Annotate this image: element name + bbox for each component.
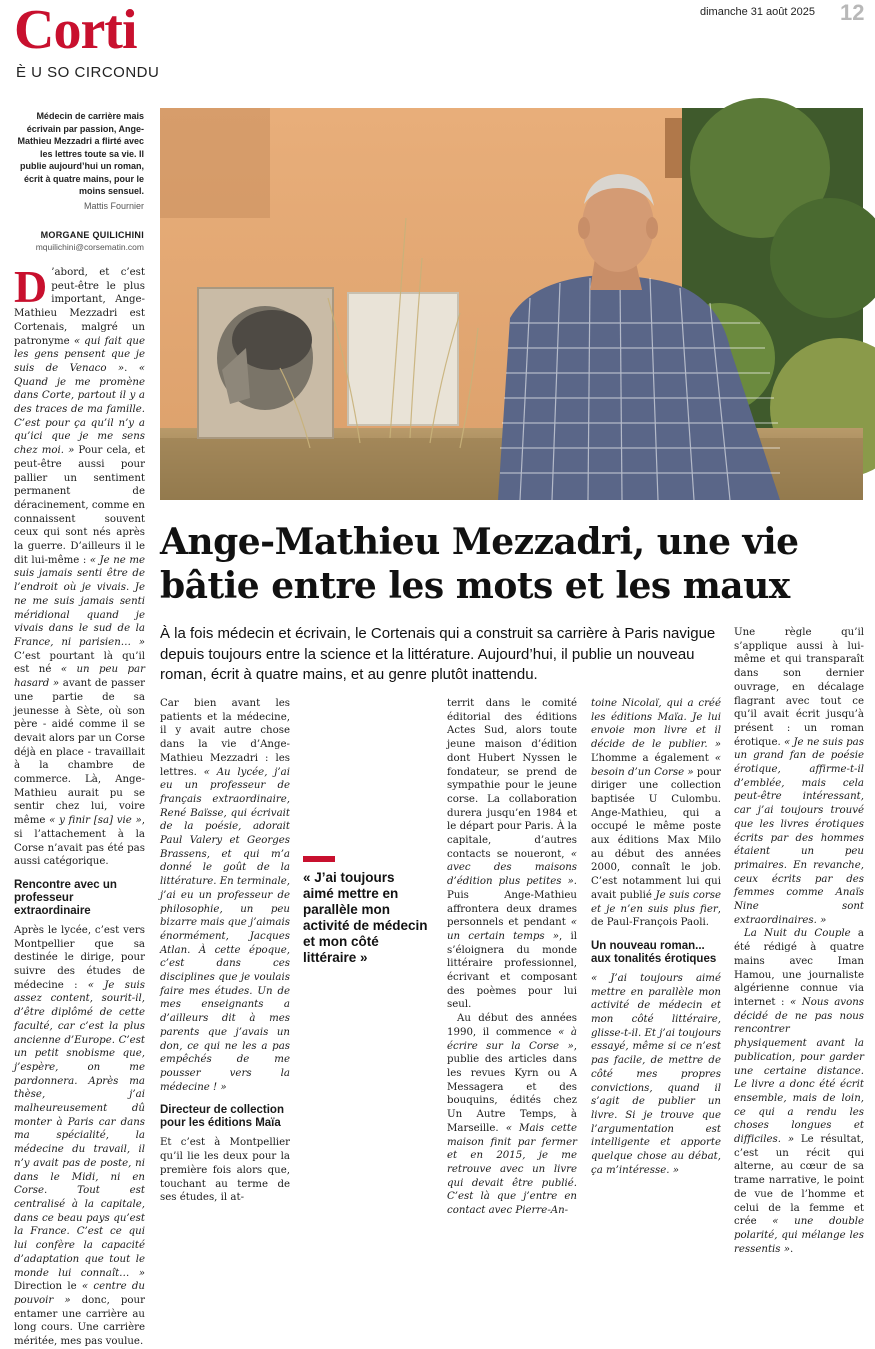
article-column-5 [734, 626, 864, 1256]
issue-date: dimanche 31 août 2025 [700, 6, 815, 18]
subheading: Rencontre avec un professeur extraordinaire [14, 878, 117, 917]
subheading: Directeur de collection pour les éditions Maïa [160, 1104, 284, 1130]
author-email: mquilichini@corsematin.com [35, 242, 144, 252]
article-photo [160, 108, 863, 500]
author-name: MORGANE QUILICHINI [40, 230, 144, 240]
drop-cap: D [14, 261, 48, 312]
byline [14, 230, 144, 252]
paragraph: toine Nicolaï, qui a créé les éditions Maïa. Je lui envoie mon livre et il décide de le publier. » L’homme a également « besoin d’un Corse » pour diriger une collection baptisée U Culombu. Ange-Mathieu, qui a occupé le même poste aux éditions Max Milo au début des années 2000, connaît le job. C’est notamment lui qui avait publié Je suis corse et je n’en suis plus fier, de Paul-François Paoli. [591, 698, 721, 929]
article-column-3 [447, 697, 577, 1218]
paragraph: Une règle qu’il s’applique aussi à lui-même et qui transparaît dans son dernier ouvrage, en décalage flagrant avec tout ce qu’il avait écrit jusqu’à présent : un roman érotique. « Je ne suis pas un grand fan de poésie érotique, affirme-t-il d’emblée, mais cela peut-être intéressant, car j’ai toujours trouvé que les livres érotiques écrits par des hommes étaient un peu primaires. En revanche, ceux écrits par des femmes comme Anaïs Nine sont extraordinaires. » [734, 627, 864, 926]
portrait-illustration [160, 108, 863, 500]
subheading: Un nouveau roman... aux tonalités érotiques [591, 939, 717, 965]
pull-quote-text: « J’ai toujours aimé mettre en parallèle mon activité de médecin et mon côté littéraire » [303, 870, 428, 965]
photo-credit: Mattis Fournier [83, 200, 144, 211]
paragraph: territ dans le comité éditorial des éditions Actes Sud, alors toute jeune maison d’édition dont Hubert Nyssen le fondateur, se prend de sympathie pour le jeune corse. La collaboration durera jusqu’en 1984 et le départ pour Paris. À la capitale, d’autres contacts se noueront, « avec des maisons d’édition plus petites ». Puis Ange-Mathieu affrontera deux drames personnels et pendant « un certain temps », il s’éloignera du monde littéraire professionnel, écrivant et composant des poèmes pour lui seul. [447, 698, 577, 1011]
article-column-1 [14, 261, 146, 1349]
paragraph: D ’abord, et c’est peut-être le plus important, Ange-Mathieu Mezzadri est Cortenais, malgré un patronyme « qui fait que les gens pensent que je suis de Venaco ». « Quand je me promène dans Corte, partout il y a des traces de ma famille. C’est pour ça qu’il n’y a qu’ici que je me sens chez moi. » Pour cela, et peut-être aussi pour pallier un sentiment permanent de déracinement, comme en connaissent souvent ceux qui sont nés après la guerre. D’ailleurs il le dit lui-même : « Je ne me suis jamais senti être de l’endroit où je vivais. Je ne me suis jamais senti méridional quand je vivais dans le sud de la France, ni parisien… » C’est pourtant là qu’il est né « un peu par hasard » avant de passer une partie de sa jeunesse à Sète, où son père - aidé comme il se devait alors par un Corse déjà en place - travaillait à la chambre de commerce. Là, Ange-Mathieu aurait pu se sentir chez lui, voire même « y finir [sa] vie », si l’attachement à la Corse n’avait pas été pas aussi catégorique. [14, 261, 146, 868]
quote-accent-bar [303, 856, 335, 862]
pull-quote [303, 856, 428, 966]
article-column-4 [591, 697, 721, 1178]
page-number: 12 [840, 0, 865, 25]
paragraph: La Nuit du Couple a été rédigé à quatre mains avec Iman Hamou, une journaliste algérienne connue via internet : « Nous avons décidé de ne pas nous rencontrer physiquement avant la publication, pour garder une certaine distance. Le livre a donc été écrit ensemble, mais de loin, ce qui a rendu les choses longues et difficiles. » Le résultat, c’est un récit qui alterne, au cœur de sa trame narrative, le point de vue de l’homme et celui de la femme et crée « une double polarité, qui mélange les ressentis ». [734, 928, 865, 1255]
photo-caption-text: Médecin de carrière mais écrivain par passion, Ange-Mathieu Mezzadri a flirté avec les lettres toute sa vie. Il publie aujourd’hui un roman, écrit à quatre mains, pour le moins sensuel. [17, 111, 144, 196]
article-lede: À la fois médecin et écrivain, le Cortenais qui a construit sa carrière à Paris navigue depuis toujours entre la science et la littérature. Aujourd’hui, il publie un nouveau roman, écrit à quatre mains, et au genre plutôt inattendu. [160, 625, 716, 683]
paragraph: Car bien avant les patients et la médecine, il y avait autre chose dans la vie d’Ange-Mathieu Mezzadri : les lettres. « Au lycée, j’ai eu un professeur de français extraordinaire, René Baïsse, qui écrivait de la poésie, adorait Paul Valery et Georges Brassens, et qui m’a donné le goût de la littérature. En terminale, j’ai eu un professeur de philosophie, un peu bizarre mais que j’aimais énormément, Jacques Atlan. À cette époque, c’est dans ces disciplines que je voulais faire mes études. Un de mes enseignants a d’ailleurs dit à mes parents que j’avais un don, ce qui ne les a pas empêchés de me pousser vers la médecine ! » [160, 698, 291, 1093]
brand-logo: Corti [14, 0, 137, 61]
section-tagline: È U SO CIRCONDU [16, 64, 160, 81]
article-column-2 [160, 697, 290, 1205]
paragraph: Au début des années 1990, il commence « à écrire sur la Corse », publie des articles dans les revues Kyrn ou A Messagera et des bouquins, édités chez Un Autre Temps, à Marseille. « Mais cette maison finit par fermer et en 2015, je me retrouve avec un livre qui devait être publié. C’est là que j’entre en contact avec Pierre-An- [447, 1013, 578, 1217]
paragraph: « J’ai toujours aimé mettre en parallèle mon activité de médecin et mon côté littéraire, glisse-t-il. Et j’ai toujours essayé, même si ce n’est pas facile, de mettre de côté mes propres convictions, quand il s’agit de publier un livre. Si je trouve que l’argumentation est intelligente et apporte quelque chose au débat, ça m’intéresse. » [591, 972, 721, 1176]
photo-caption [14, 110, 144, 212]
paragraph: Et c’est à Montpellier qu’il lie les deux pour la première fois alors que, touchant au terme de ses études, il at- [160, 1137, 290, 1204]
article-headline: Ange-Mathieu Mezzadri, une vie bâtie entre les mots et les maux [160, 521, 799, 607]
paragraph: Après le lycée, c’est vers Montpellier que sa destinée le dirige, pour suivre des études de médecine : « Je suis assez content, sourit-il, d’être diplômé de cette faculté, car c’est la plus ancienne d’Europe. C’est un petit snobisme que, j’espère, on me pardonnera. Après ma thèse, j’ai malheureusement dû monter à Paris car dans ma spécialité, la médecine du travail, il n’y avait pas de poste, ni dans le Midi, ni en Corse. Tout est centralisé à la capitale, dans ce beau pays qu’est la France. C’est ce qui lui confère la capacité d’adaptation que tout le monde lui connaît… » Direction le « centre du pouvoir » donc, pour entamer une carrière au long cours. Une carrière méritée, mes pas voulue. [14, 924, 145, 1348]
